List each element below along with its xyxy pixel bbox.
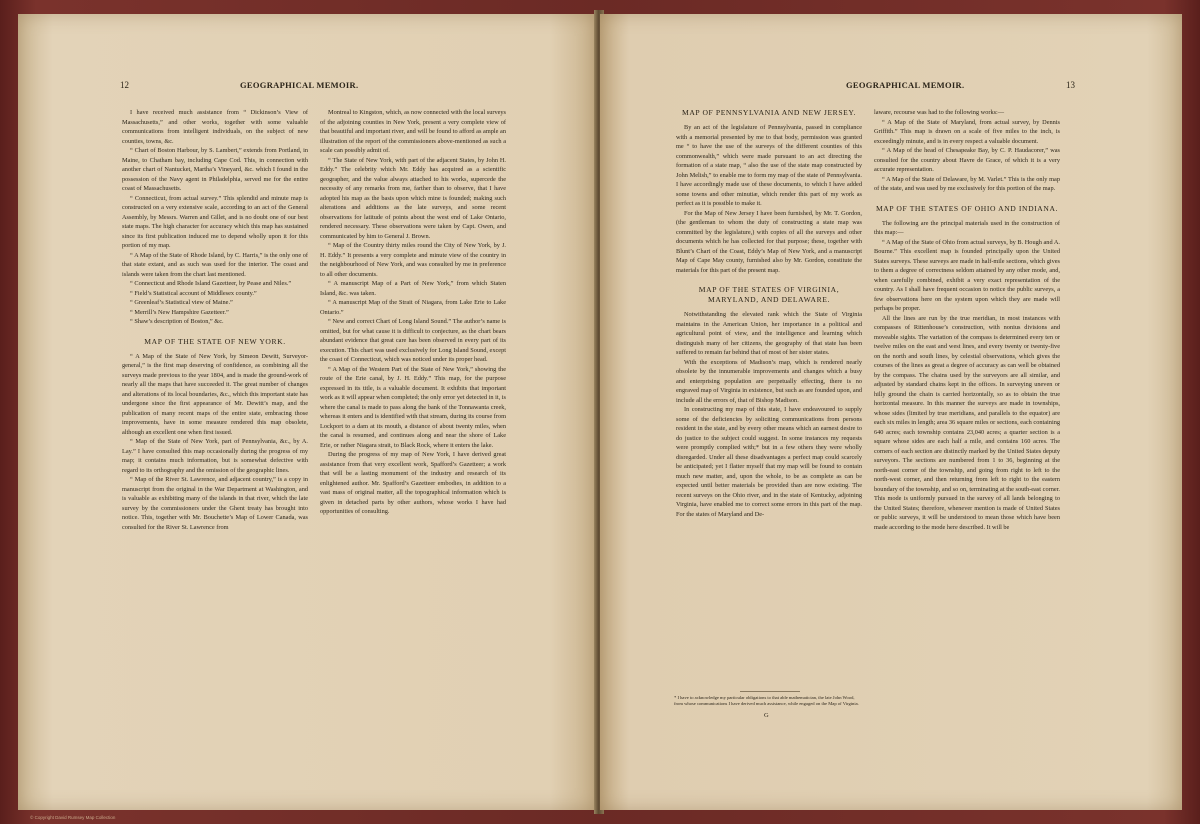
footnote-rule xyxy=(740,691,800,692)
page-number: 12 xyxy=(120,80,129,90)
paragraph: “ Chart of Boston Harbour, by S. Lambert,” extends from Portland, in Maine, to Chatham bay, including Cape Cod. This, in connection with another chart of Nantucket, Martha’s Vineyard, &c. which I found in the possession of the Navy agent in Philadelphia, served me for the entire coast of Massachusetts. xyxy=(122,147,308,192)
paragraph: laware, recourse was had to the following works:— xyxy=(874,109,1005,116)
running-head: GEOGRAPHICAL MEMOIR. xyxy=(240,80,359,90)
paragraph: “ A Map of the State of Ohio from actual surveys, by B. Hough and A. Bourne.” This excellent map is founded principally upon the United States surveys. These surveys are made in half-mile sections, which gives to them a degree of correctness seldom attained by any other mode, and, when carefully combined, exhibit a very exact representation of the country. As I shall have frequent occasion to notice the public surveys, a few observations here on the system upon which they are made will perhaps be proper. xyxy=(874,238,1060,312)
paragraph: During the progress of my map of New York, I have derived great assistance from that very excellent work, Spafford’s Gazetteer; a work that will be a lasting monument of the industry and research of its enlightened author. Mr. Spafford’s Gazetteer embodies, in addition to a vast mass of original matter, all the topographical information which is given in detached parts by other authors, whose works I have had opportunities of consulting. xyxy=(320,451,506,515)
copyright-credit: © Copyright David Rumsey Map Collection xyxy=(30,815,116,820)
paragraph: Notwithstanding the elevated rank which the State of Virginia maintains in the American Union, her importance in a political and agricultural point of view, and the intelligence and learning which distinguish many of her citizens, the geography of that state has been suffered to remain far behind that of most of her sister states. xyxy=(676,311,862,356)
paragraph: “ Map of the Country thirty miles round the City of New York, by J. H. Eddy.” It presents a very complete and minute view of the country in the neighbourhood of New York, and was consulted by me in preference to all other documents. xyxy=(320,242,506,278)
paragraph: “ Greenleaf’s Statistical view of Maine.” xyxy=(130,299,233,306)
paragraph: “ A Map of the State of New York, by Simeon Dewitt, Surveyor-general,” is the first map deserving of confidence, as combining all the surveys made previous to the year 1804, and is made the ground-work of nearly all the maps that have succeeded it. The great number of changes and alterations of its local boundaries, &c., which this important state has undergone since the first appearance of Mr. Dewitt’s map, and the publication of many recent maps of the entire state, embracing those improvements, have in some measure rendered this map obsolete, although an excellent one when first issued. xyxy=(122,352,308,436)
paragraph: “ The State of New York, with part of the adjacent States, by John H. Eddy.” The celebrity which Mr. Eddy has acquired as a scientific geographer, and the value always attached to his works, supercede the necessity of any remarks from me, farther than to observe, that I have adopted his map as the basis upon which mine is founded; making such alterations and additions as the late surveys, and some recent observations for latitude of points about the west end of Lake Ontario, rendered necessary. These observations were taken by Capt. Owen, and communicated by him to General J. Brown. xyxy=(320,156,506,240)
text-column-1 xyxy=(676,108,862,686)
paragraph: I have received much assistance from “ Dickinson’s View of Massachusetts,” and other works, together with some valuable communications from intelligent individuals, on the subject of new counties, towns, &c. xyxy=(122,109,308,145)
paragraph: For the Map of New Jersey I have been furnished, by Mr. T. Gordon, (the gentleman to whom the duty of constructing a state map was committed by the legislature,) with copies of all the surveys and other documents which he has collected for that purpose; these, together with Blunt’s Chart of the Coast, Eddy’s Map of New York, and a manuscript Map of Cape May county, furnished also by Mr. Gordon, constitute the materials for this part of the present map. xyxy=(676,209,862,274)
paragraph: “ Map of the River St. Lawrence, and adjacent country,” is a copy in manuscript from the original in the War Department at Washington, and is valuable as exhibiting many of the islands in that river, which the late survey by the commissioners under the Ghent treaty has brought into notice. This, together with Mr. Bouchette’s Map of Lower Canada, was consulted for the River St. Lawrence from xyxy=(122,476,308,531)
page-number: 13 xyxy=(1066,80,1075,90)
signature-mark: G xyxy=(764,712,769,719)
paragraph: “ Shaw’s description of Boston,” &c. xyxy=(130,318,224,325)
paragraph: “ Connecticut and Rhode Island Gazetteer, by Pease and Niles.” xyxy=(130,280,292,287)
text-column-2 xyxy=(320,108,506,768)
paragraph: “ A Map of the State of Maryland, from actual survey, by Dennis Griffith.” This map is drawn on a scale of five miles to the inch, is exceedingly minute, and is in every respect a valuable document. xyxy=(874,118,1060,145)
paragraph: “ A Map of the head of Chesapeake Bay, by C. P. Haudacorer,” was consulted for the country about Havre de Grace, of which it is a very accurate representation. xyxy=(874,147,1060,173)
paragraph: All the lines are run by the true meridian, in most instances with compasses of Rittenhouse’s construction, with nonius divisions and moveable sights. The variation of the compass is determined every ten or twelve miles on the east and west lines, and every twenty or twenty-five on the north and south lines, by celestial observations, which gives the courses of the lines as great a degree of accuracy as can well be obtained by the compass. The chains used by the surveyors are all similar, and adjusted by standard chains kept in the offices. In surveying uneven or hilly ground the chain is carried horizontally, so as to obtain the true horizontal measure. In this manner the surveys are made in townships, whose sides (limited by true meridians, and parallels to the equator) are each six miles in length; area 36 square miles or sections, each containing 640 acres; each township contains 23,040 acres; a quarter section is a square whose sides are each half a mile, and contains 160 acres. The corners of each section are distinctly marked by the United States deputy surveyors. The sections are numbered from 1 to 36, beginning at the north-east corner of the township, and going from right to left to the north-west corner, and then returning from left to right to the eastern boundary of the township, and so on, terminating at the south-east corner. This mode is uniformly pursued in the survey of all lands belonging to the United States; therefore, whenever mention is made of United States or public surveys, it will be understood to mean those which have been made according to the mode here described. It will be xyxy=(874,314,1060,531)
paragraph: “ A Map of the State of Rhode Island, by C. Harris,” is the only one of that state extant, and as such was used for the interior. The coast and islands were taken from the chart last mentioned. xyxy=(122,251,308,278)
paragraph: “ Connecticut, from actual survey.” This splendid and minute map is constructed on a very extensive scale, according to an act of the General Assembly, by Messrs. Warren and Gillet, and is no doubt one of our best state maps. The high character for accuracy which this map has sustained since its first publication induced me to depend wholly upon it for this portion of my map. xyxy=(122,194,308,249)
running-head: GEOGRAPHICAL MEMOIR. xyxy=(846,80,965,90)
left-page xyxy=(18,14,596,810)
paragraph: With the exceptions of Madison’s map, which is rendered nearly obsolete by the innumerable improvements and changes which a busy and enterprising population are perpetually effecting, there is no engraved map of Virginia in existence, but such as are founded upon, and include all the errors of, that of Bishop Madison. xyxy=(676,358,862,404)
paragraph: The following are the principal materials used in the construction of this map:— xyxy=(874,219,1060,236)
paragraph: “ New and correct Chart of Long Island Sound.” The author’s name is omitted, but for what cause it is difficult to conjecture, as the chart bears abundant evidence that great care has been observed in every part of its execution. This chart was used exclusively for Long Island Sound, except the coast of Connecticut, which was noticed under its proper head. xyxy=(320,318,506,363)
paragraph: “ A Map of the State of Delaware, by M. Varlet.” This is the only map of the state, and was used by me exclusively for this portion of the map. xyxy=(874,175,1060,192)
paragraph: By an act of the legislature of Pennsylvania, passed in compliance with a memorial presented by me to that body, permission was granted me “ to have the use of the surveys of the different counties of this commonwealth,” which were made pursuant to an act directing the formation of a state map, “ also the use of the state map constructed by John Melish,” to enable me to form my map of the state of Pennsylvania. I have accordingly made use of these documents, to which I have added some towns and other minutiæ, which render this part of my work as perfect as it is possible to make it. xyxy=(676,124,862,207)
text-column-2 xyxy=(874,108,1060,768)
paragraph: “ A manuscript Map of a Part of New York,” from which Staten Island, &c. was taken. xyxy=(320,280,506,297)
right-page xyxy=(600,14,1182,810)
section-heading: MAP OF PENNSYLVANIA AND NEW JERSEY. xyxy=(681,108,857,117)
section-heading: MAP OF THE STATES OF OHIO AND INDIANA. xyxy=(875,203,1059,213)
footnote: * I have to acknowledge my particular obligations to that able mathematician, the late John Wood, from whose communications I have derived much assistance, while engaged on the Map of Virginia. xyxy=(674,695,859,706)
paragraph: “ A Map of the Western Part of the State of New York,” showing the route of the Erie canal, by J. H. Eddy.” This map, for the purpose expressed in its title, is a valuable document. It exhibits that important work as it will appear when completed; the only error yet detected in it, is where the canal is made to pass along the bank of the Tonnawanta creek, whereas it enters and is identified with that stream, during its course from Lockport to a dam at its mouth, a distance of about twenty miles, when the canal is resumed, and continues along and near the shore of Lake Erie, or rather Niagara strait, to Black Rock, where it enters the lake. xyxy=(320,365,506,449)
paragraph: Montreal to Kingston, which, as now connected with the local surveys of the adjoining counties in New York, present a very complete view of that beautiful and important river, and will be found to afford as ample an illustration of the report of the commissioners above-mentioned as such a scale can possibly admit of. xyxy=(320,109,506,154)
paragraph: “ Map of the State of New York, part of Pennsylvania, &c., by A. Lay.” I have consulted this map occasionally during the progress of my map; it contains much information, but is somewhat defective with regard to its orthography and the omission of the geographic lines. xyxy=(122,438,308,474)
paragraph: In constructing my map of this state, I have endeavoured to supply some of the deficiencies by soliciting communications from persons resident in the state, and by every other means which an earnest desire to do justice to the subject could suggest. In some instances my requests were promptly complied with;* but in a few others they were wholly disregarded. Under all these disadvantages a perfect map could scarcely be anticipated; yet I flatter myself that my map will be found to contain much new matter, and, upon the whole, to be as complete as can be expected until better materials be provided than are now existing. The recent surveys on the Ohio river, and in the state of Kentucky, adjoining Virginia, have enabled me to correct some errors in this part of the map. For the states of Maryland and De- xyxy=(676,406,862,518)
section-heading: MAP OF THE STATES OF VIRGINIA, MARYLAND, AND DELAWARE. xyxy=(698,285,840,304)
paragraph: “ Merrill’s New Hampshire Gazetteer.” xyxy=(130,308,229,316)
text-column-1 xyxy=(122,108,308,768)
paragraph: “ A manuscript Map of the Strait of Niagara, from Lake Erie to Lake Ontario.” xyxy=(320,299,506,316)
paragraph: “ Field’s Statistical account of Middlesex county.” xyxy=(130,289,257,297)
section-heading: MAP OF THE STATE OF NEW YORK. xyxy=(144,336,286,346)
